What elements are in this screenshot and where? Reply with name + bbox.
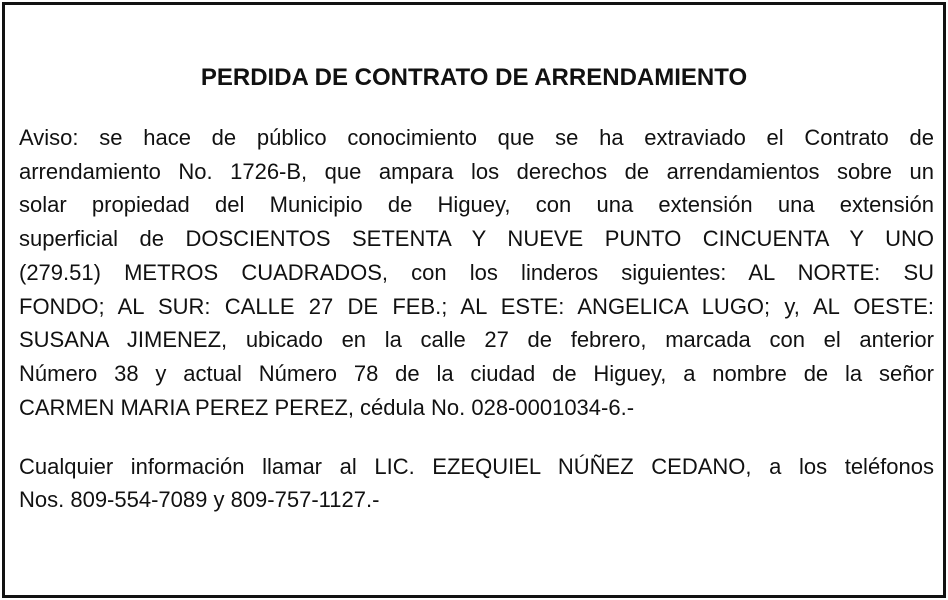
notice-body bbox=[19, 121, 934, 516]
notice-line: Nos. 809-554-7089 y 809-757-1127.- bbox=[19, 487, 380, 513]
notice-line: FONDO; AL SUR: CALLE 27 DE FEB.; AL ESTE: ANGELICA LUGO; y, AL OESTE: bbox=[19, 293, 934, 319]
notice-line: CARMEN MARIA PEREZ PEREZ, cédula No. 028-0001034-6.- bbox=[19, 394, 635, 420]
notice-paragraph-contact bbox=[19, 450, 934, 516]
notice-title: PERDIDA DE CONTRATO DE ARRENDAMIENTO bbox=[200, 64, 748, 91]
notice-line: superficial de DOSCIENTOS SETENTA Y NUEVE PUNTO CINCUENTA Y UNO bbox=[19, 226, 934, 252]
notice-line: arrendamiento No. 1726-B, que ampara los derechos de arrendamientos sobre un bbox=[19, 158, 934, 184]
notice-line: Número 38 y actual Número 78 de la ciudad de Higuey, a nombre de la señor bbox=[19, 360, 934, 386]
notice-frame bbox=[2, 2, 946, 598]
notice-line: SUSANA JIMENEZ, ubicado en la calle 27 de febrero, marcada con el anterior bbox=[19, 327, 934, 353]
notice-line: solar propiedad del Municipio de Higuey, con una extensión una extensión bbox=[19, 192, 934, 218]
notice-line: (279.51) METROS CUADRADOS, con los linderos siguientes: AL NORTE: SU bbox=[19, 259, 934, 285]
notice-line: Cualquier información llamar al LIC. EZEQUIEL NÚÑEZ CEDANO, a los teléfonos bbox=[19, 454, 934, 480]
notice-line: Aviso: se hace de público conocimiento que se ha extraviado el Contrato de bbox=[19, 125, 934, 150]
notice-paragraph-main bbox=[19, 121, 934, 424]
